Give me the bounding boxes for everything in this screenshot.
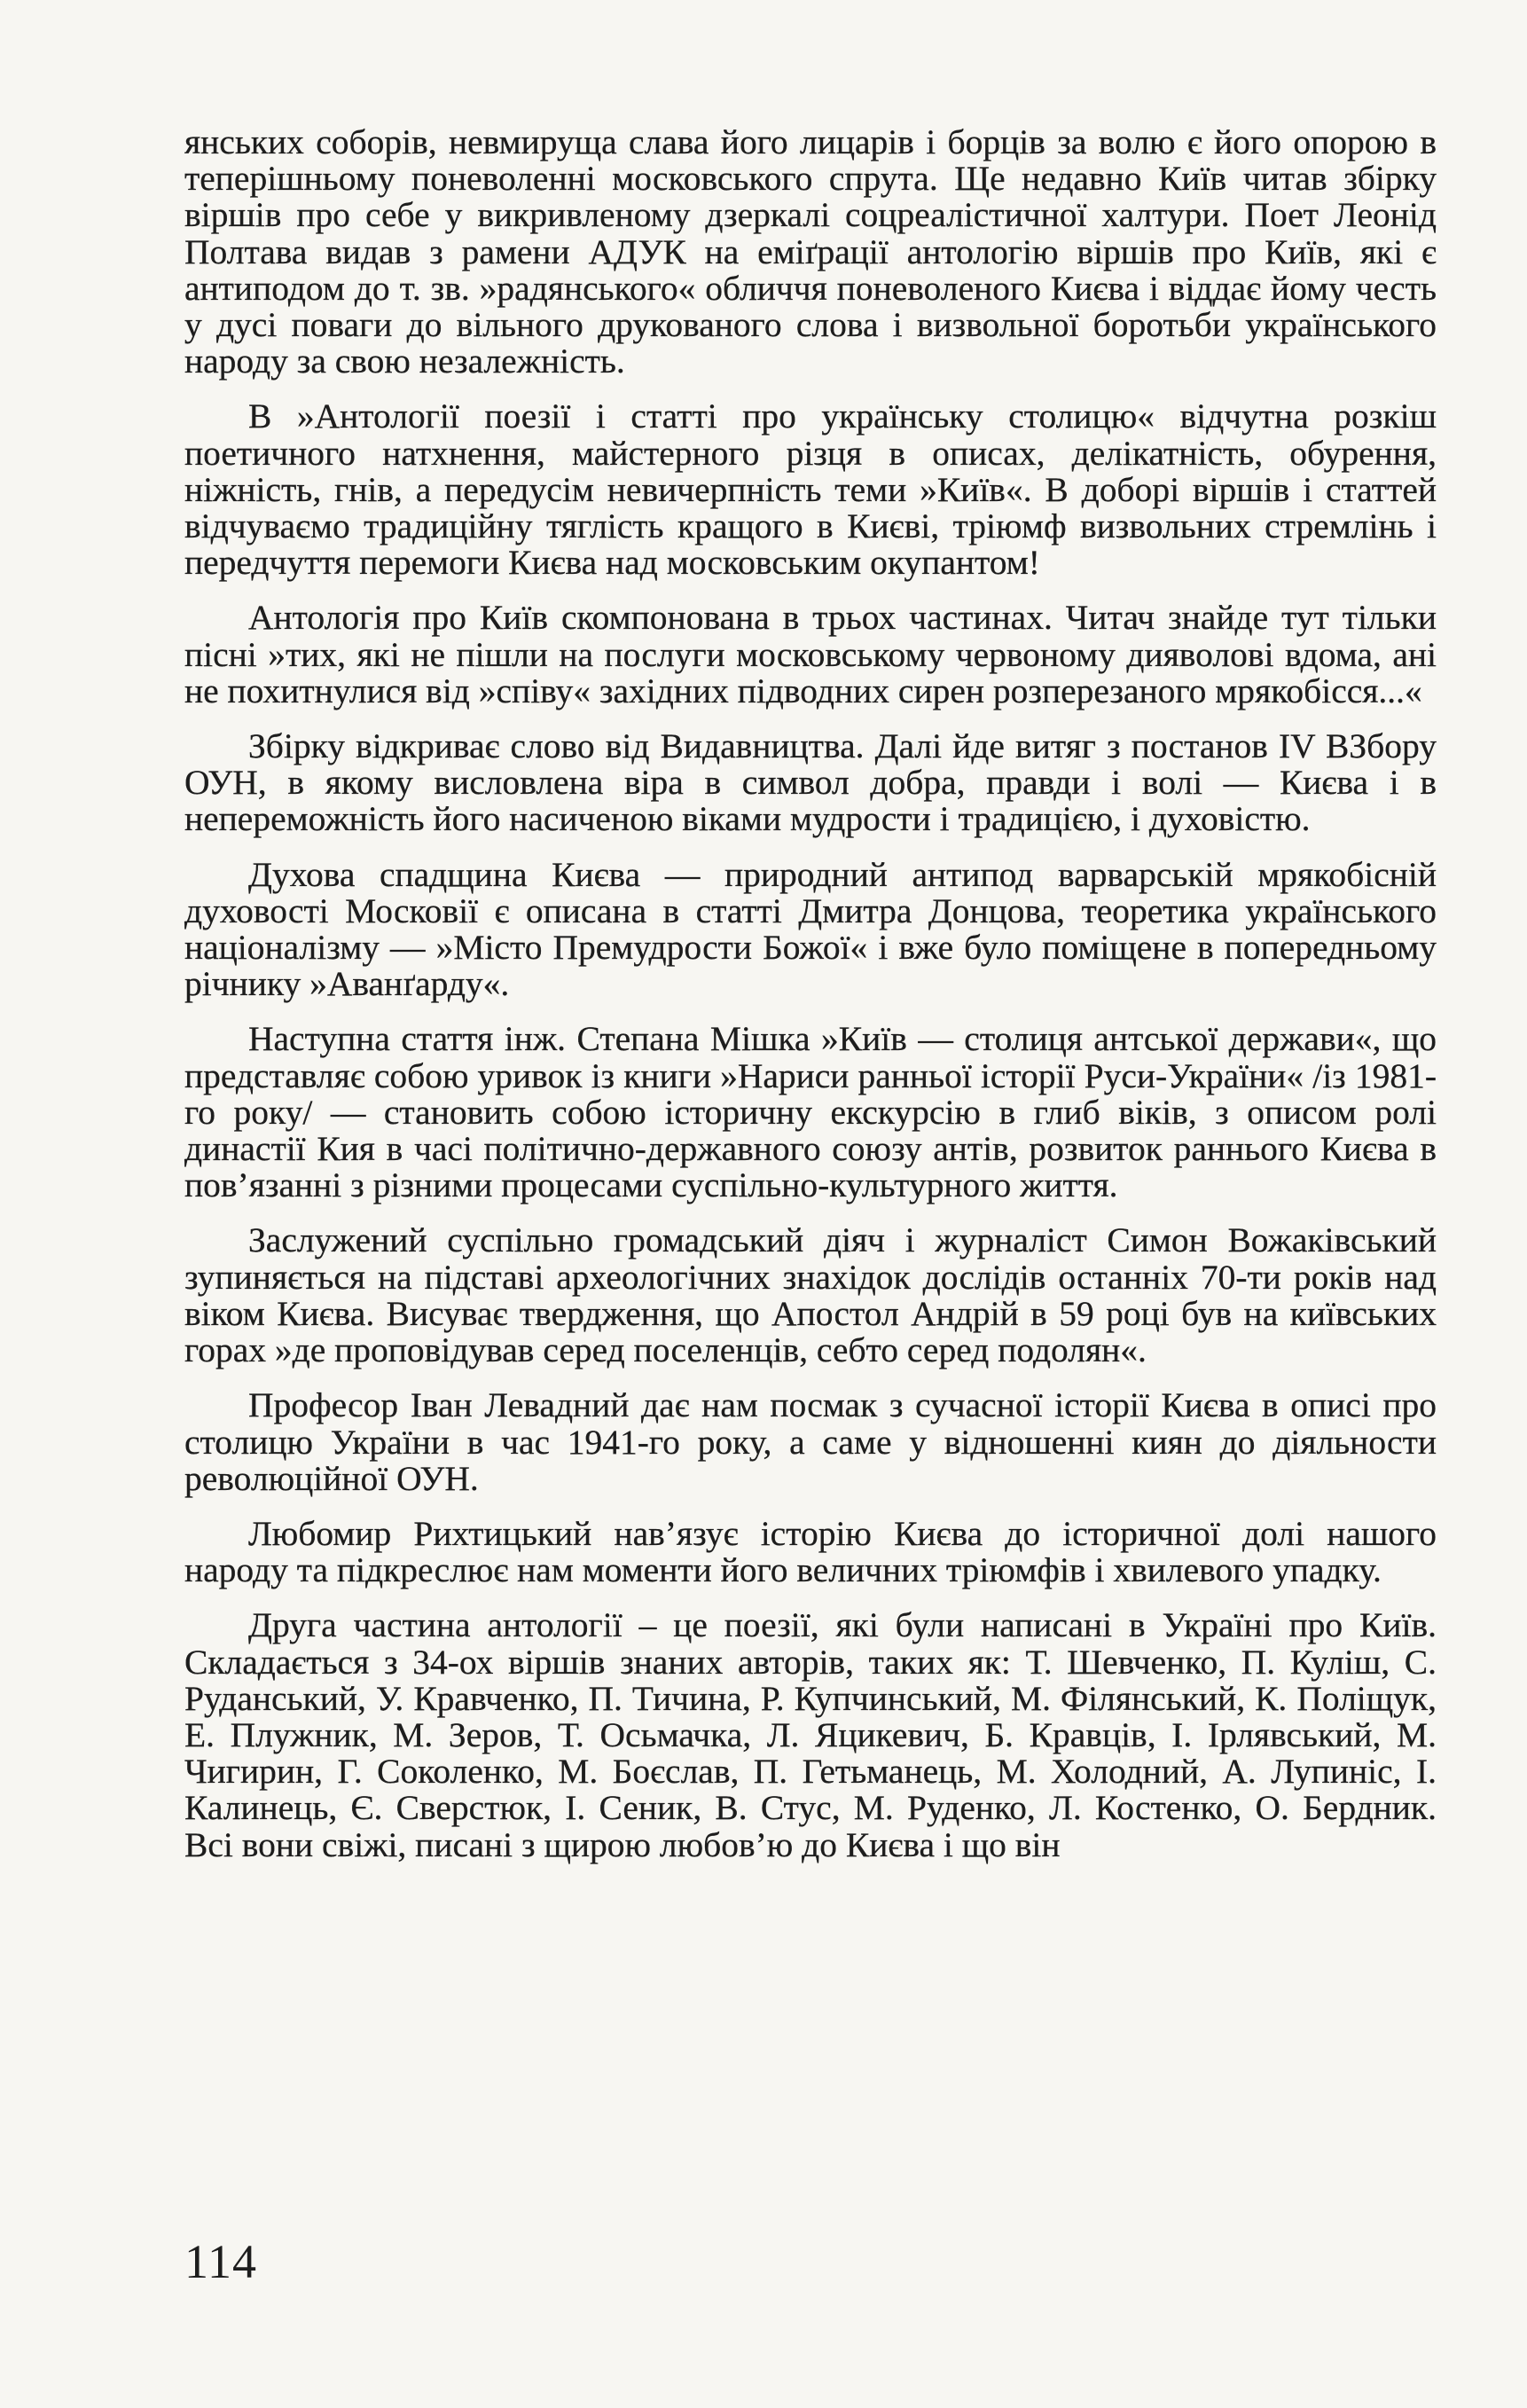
paragraph: Збірку відкриває слово від Видавництва. Далі йде витяг з постанов IV ВЗбору ОУН, в якому висловлена віра в символ добра, правди і волі — Києва і в непереможність його насиченою віками мудрости і традицією, і духовістю. xyxy=(184,726,1437,839)
page-number: 114 xyxy=(184,2235,257,2288)
paragraph: Любомир Рихтицький нав’язує історію Києва до історичної долі нашого народу та підкреслює нам моменти його величних тріюмфів і хвилевого упадку. xyxy=(184,1513,1437,1590)
paragraph: янських соборів, невмируща слава його лицарів і борців за волю є його опорою в теперішньому поневоленні московського спрута. Ще недавно Київ читав збірку віршів про себе у викривленому дзеркалі соцреалістичної халтури. Поет Леонід Полтава видав з рамени АДУК на еміґрації антологію віршів про Київ, які є антиподом до т. зв. »радянського« обличчя поневоленого Києва і віддає йому честь у дусі поваги до вільного друкованого слова і визвольної боротьби українського народу за свою незалежність. xyxy=(184,122,1437,381)
paragraph: Заслужений суспільно громадський діяч і журналіст Симон Вожаківський зупиняється на підставі археологічних знахідок дослідів останніх 70-ти років над віком Києва. Висуває твердження, що Апостол Андрій в 59 році був на київських горах »де проповідував серед поселенців, себто серед подолян«. xyxy=(184,1220,1437,1370)
paragraph: Духова спадщина Києва — природний антипод варварській мрякобісній духовості Московії є описана в статті Дмитра Донцова, теоретика українського націоналізму — »Місто Премудрости Божої« і вже було поміщене в попередньому річнику »Аванґарду«. xyxy=(184,854,1437,1004)
paragraph: Професор Іван Левадний дає нам посмак з сучасної історії Києва в описі про столицю України в час 1941-го року, а саме у відношенні киян до діяльности революційної ОУН. xyxy=(184,1385,1437,1498)
paragraph: Друга частина антології – це поезії, які були написані в Україні про Київ. Складається з 34-ох віршів знаних авторів, таких як: Т. Шевченко, П. Куліш, С. Руданський, У. Кравченко, П. Тичина, Р. Купчинський, М. Філянський, К. Поліщук, Е. Плужник, М. Зеров, Т. Осьмачка, Л. Яцикевич, Б. Кравців, І. Ірлявський, М. Чигирин, Г. Соколенко, М. Боєслав, П. Гетьманець, М. Холодний, А. Лупиніс, І. Калинець, Є. Сверстюк, І. Сеник, В. Стус, М. Руденко, Л. Костенко, О. Бердник. Всі вони свіжі, писані з щирою любов’ю до Києва і що він xyxy=(184,1605,1437,1864)
body-text xyxy=(184,124,1437,1882)
paragraph: Наступна стаття інж. Степана Мішка »Київ — столиця антської держави«, що представляє собою уривок із книги »Нариси ранньої історії Руси-України« /із 1981-го року/ — становить собою історичну екскурсію в глиб віків, з описом ролі династії Кия в часі політично-державного союзу антів, розвиток раннього Києва в пов’язанні з різними процесами суспільно-культурного життя. xyxy=(184,1019,1437,1205)
paragraph: Антологія про Київ скомпонована в трьох частинах. Читач знайде тут тільки пісні »тих, які не пішли на послуги московському червоному дияволові вдома, ані не похитнулися від »співу« західних підводних сирен розперезаного мрякобісся...« xyxy=(184,598,1437,710)
paragraph: В »Антології поезії і статті про українську столицю« відчутна розкіш поетичного натхнення, майстерного різця в описах, делікатність, обурення, ніжність, гнів, а передусім невичерпність теми »Київ«. В доборі віршів і статтей відчуваємо традиційну тяглість кращого в Києві, тріюмф визвольних стремлінь і передчуття перемоги Києва над московським окупантом! xyxy=(184,396,1437,583)
